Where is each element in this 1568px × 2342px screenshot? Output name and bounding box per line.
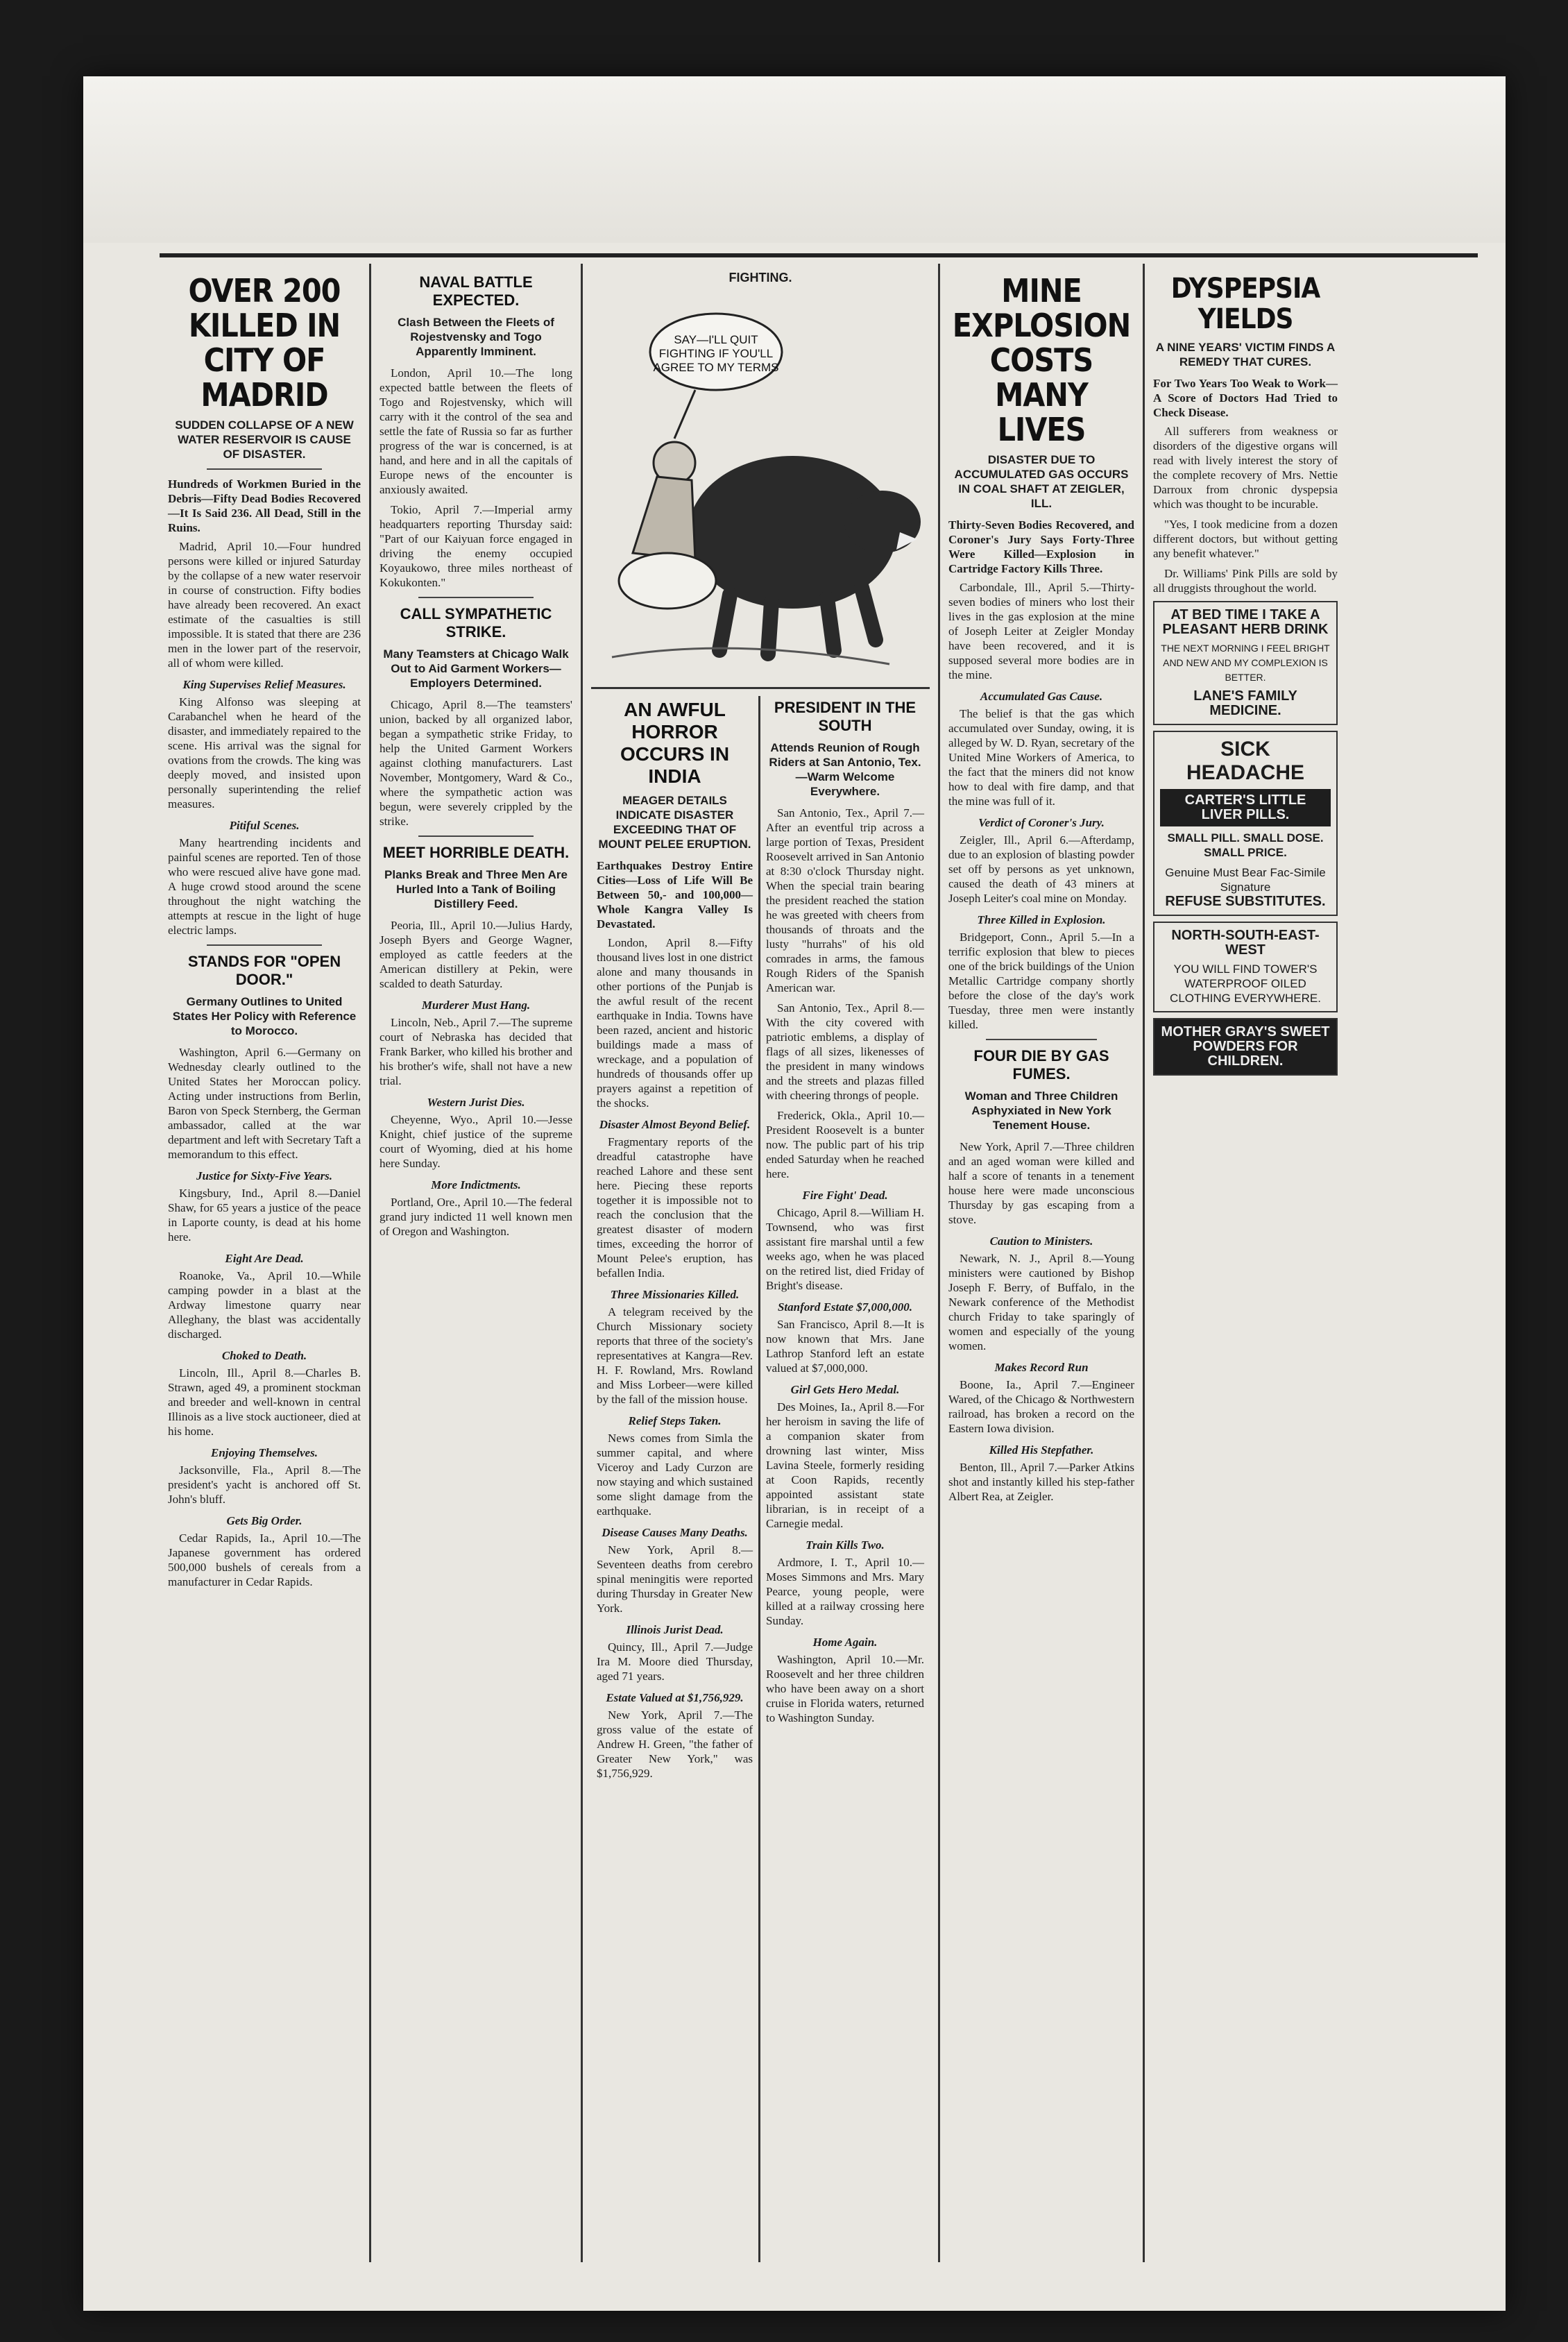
subhead: Western Jurist Dies. xyxy=(427,1096,525,1109)
paragraph: Portland, Ore., April 10.—The federal grand jury indicted 11 well known men of Oregon and Washington. xyxy=(380,1196,572,1238)
headline-dyspepsia: DYSPEPSIA YIELDS xyxy=(1170,273,1320,335)
subcolumn-india xyxy=(591,696,760,2262)
deck: Germany Outlines to United States Her Policy with Reference to Morocco. xyxy=(172,995,357,1037)
ad-text: YOU WILL FIND TOWER'S WATERPROOF OILED CLOTHING EVERYWHERE. xyxy=(1170,962,1321,1005)
deck: A NINE YEARS' VICTIM FINDS A REMEDY THAT CURES. xyxy=(1155,341,1336,368)
ad-carters xyxy=(1153,731,1338,916)
paragraph: Frederick, Okla., April 10.—President Roosevelt is a bunter now. The public part of his trip ended Saturday when he reached here. xyxy=(766,1109,924,1180)
subhead: Girl Gets Hero Medal. xyxy=(790,1383,900,1396)
ad-bedtime xyxy=(1153,601,1338,725)
cartoon-fighting xyxy=(591,271,930,689)
paragraph: Bridgeport, Conn., April 5.—In a terrific explosion that blew to pieces one of the brick buildings of the Union Metallic Cartridge company shortly before the close of the day's work Tuesday, three men were instantly killed. xyxy=(948,931,1134,1031)
subhead: Disaster Almost Beyond Belief. xyxy=(599,1118,751,1131)
header-rule xyxy=(160,253,1478,257)
subhead: Stanford Estate $7,000,000. xyxy=(777,1300,913,1314)
deck: Clash Between the Fleets of Rojestvensky and Togo Apparently Imminent. xyxy=(398,316,554,358)
blank-top-margin xyxy=(83,76,1506,243)
paragraph: The belief is that the gas which accumulated over Sunday, owing, it is alleged by W. D. Ryan, secretary of the United Mine Workers of America, to the fact that the miners did not know how to deal with fire damp, and that the mine was full of it. xyxy=(948,707,1134,808)
headline-madrid: OVER 200 KILLED IN CITY OF MADRID xyxy=(188,272,341,414)
subhead: Home Again. xyxy=(812,1636,878,1649)
deck: Thirty-Seven Bodies Recovered, and Coroner's Jury Says Forty-Three Were Killed—Explosion in Cartridge Factory Kills Three. xyxy=(948,518,1134,575)
divider xyxy=(207,468,323,470)
paragraph: Lincoln, Ill., April 8.—Charles B. Strawn, aged 49, a prominent stockman and breeder and well-known in central Illinois as a live stock auctioneer, died at his home. xyxy=(168,1366,361,1438)
paragraph: New York, April 7.—Three children and an aged woman were killed and half a score of tenants in a tenement house here were made unconscious Thursday by gas escaping from a stove. xyxy=(948,1140,1134,1226)
subhead: Three Missionaries Killed. xyxy=(610,1288,740,1301)
paragraph: London, April 10.—The long expected battle between the fleets of Togo and Rojestvensky, which will carry with it the control of the sea and settle the fate of Russia so far as further progress of the war is concerned, is at hand, and here and in all the capitals of Europe news of the encounter is anxiously awaited. xyxy=(380,366,572,496)
paragraph: Fragmentary reports of the dreadful catastrophe have reached Lahore and these sent here. Piecing these reports together it is impossible not to reach the conclusion that the greatest disaster of modern times, exceeding the horror of Mount Pelee's eruption, has befallen India. xyxy=(597,1135,753,1280)
deck: Earthquakes Destroy Entire Cities—Loss of Life Will Be Between 50,- and 100,000—Whole Kangra Valley Is Devastated. xyxy=(597,859,753,931)
column-3 xyxy=(583,264,940,2262)
headline-strike: CALL SYMPATHETIC STRIKE. xyxy=(400,605,552,640)
column-2 xyxy=(371,264,583,2262)
cartoon-drawing xyxy=(591,289,924,678)
column-5 xyxy=(1145,264,1346,2262)
paragraph: Chicago, April 8.—William H. Townsend, who was first assistant fire marshal until a few weeks ago, when he was placed on the retired list, died Friday of Bright's disease. xyxy=(766,1206,924,1292)
paragraph: Cheyenne, Wyo., April 10.—Jesse Knight, chief justice of the supreme court of Wyoming, died at his home here Sunday. xyxy=(380,1113,572,1170)
ad-slogan: SMALL PILL. SMALL DOSE. SMALL PRICE. xyxy=(1167,831,1324,859)
headline-horrible-death: MEET HORRIBLE DEATH. xyxy=(382,844,570,861)
paragraph: Dr. Williams' Pink Pills are sold by all druggists throughout the world. xyxy=(1153,567,1338,595)
headline-president: PRESIDENT IN THE SOUTH xyxy=(774,699,917,734)
paragraph: New York, April 8.—Seventeen deaths from cerebro spinal meningitis were reported during Thursday in Greater New York. xyxy=(597,1543,753,1615)
headline-naval: NAVAL BATTLE EXPECTED. xyxy=(419,273,533,309)
paragraph: Des Moines, Ia., April 8.—For her heroism in saving the life of a companion skater from drowning last winter, Miss Lavina Steele, formerly residing at Coon Rapids, recently appointed assistant state librarian, is in receipt of a Carnegie medal. xyxy=(766,1400,924,1530)
paragraph: Kingsbury, Ind., April 8.—Daniel Shaw, for 65 years a justice of the peace in Laporte county, is dead at his home here. xyxy=(168,1187,361,1244)
ad-brand: LANE'S FAMILY MEDICINE. xyxy=(1193,688,1297,718)
svg-text:FIGHTING IF YOU'LL: FIGHTING IF YOU'LL xyxy=(658,347,774,360)
paragraph: London, April 8.—Fifty thousand lives lost in one district alone and many thousands in other portions of the Punjab is the awful result of the recent earthquake in India. Towns have been razed, ancient and historic buildings made a mass of wreckage, and a population of hundreds of thousands offer up prayers against a repetition of the shocks. xyxy=(597,936,753,1110)
divider xyxy=(207,944,323,946)
paragraph: San Antonio, Tex., April 8.—With the city covered with patriotic emblems, a display of flags of all sizes, likenesses of the president in many windows and the streets and plazas filled with cheering throngs of people. xyxy=(766,1001,924,1102)
ad-headline: NORTH-SOUTH-EAST-WEST xyxy=(1171,928,1320,958)
column-3-subcolumns xyxy=(591,696,930,2262)
deck: DISASTER DUE TO ACCUMULATED GAS OCCURS IN COAL SHAFT AT ZEIGLER, ILL. xyxy=(954,453,1129,510)
paragraph: Benton, Ill., April 7.—Parker Atkins shot and instantly killed his step-father Albert Rea, at Zeigler. xyxy=(948,1461,1134,1503)
paragraph: Tokio, April 7.—Imperial army headquarters reporting Thursday said: "Part of our Kaiyuan force engaged in driving the enemy occupied Koyaukowo, three miles northeast of Kokukonten." xyxy=(380,503,572,589)
paragraph: Carbondale, Ill., April 5.—Thirty-seven bodies of miners who lost their lives in the gas explosion at the mine of Joseph Leiter at Zeigler Monday have been recovered, and it is supposed several more bodies are in the mine. xyxy=(948,581,1134,681)
ad-text: Genuine Must Bear Fac-Simile Signature xyxy=(1165,866,1326,894)
divider xyxy=(418,597,534,598)
subhead: Gets Big Order. xyxy=(226,1514,302,1527)
subhead: Accumulated Gas Cause. xyxy=(980,690,1103,703)
paragraph: Zeigler, Ill., April 6.—Afterdamp, due to an explosion of blasting powder set off by persons as yet unknown, caused the death of 43 miners at Joseph Leiter's coal mine on Monday. xyxy=(948,833,1134,905)
paragraph: Washington, April 10.—Mr. Roosevelt and her three children who have been away on a short cruise in Florida waters, returned to Washington Sunday. xyxy=(766,1653,924,1724)
ad-text: REFUSE SUBSTITUTES. xyxy=(1165,894,1326,909)
cartoon-title: FIGHTING. xyxy=(728,271,792,285)
subhead: Pitiful Scenes. xyxy=(229,819,300,832)
subhead: Choked to Death. xyxy=(221,1349,307,1362)
headline-mine: MINE EXPLOSION COSTS MANY LIVES xyxy=(952,272,1131,448)
paragraph: All sufferers from weakness or disorders of the digestive organs will read with lively interest the story of the complete recovery of Mrs. Nettie Darroux from chronic dyspepsia which was thought to be incurable. xyxy=(1153,425,1338,511)
deck: SUDDEN COLLAPSE OF A NEW WATER RESERVOIR IS CAUSE OF DISASTER. xyxy=(175,418,354,461)
divider xyxy=(986,1039,1098,1040)
deck: Planks Break and Three Men Are Hurled Into a Tank of Boiling Distillery Feed. xyxy=(384,868,568,910)
subhead: King Supervises Relief Measures. xyxy=(182,678,346,691)
ad-brand: CARTER'S LITTLE LIVER PILLS. xyxy=(1160,789,1331,826)
headline-open-door: STANDS FOR "OPEN DOOR." xyxy=(187,953,341,988)
subhead: Killed His Stepfather. xyxy=(989,1443,1094,1457)
ad-headline: MOTHER GRAY'S SWEET POWDERS FOR CHILDREN. xyxy=(1161,1024,1330,1069)
column-4 xyxy=(940,264,1145,2262)
headline-india: AN AWFUL HORROR OCCURS IN INDIA xyxy=(620,699,730,787)
svg-text:AGREE TO MY TERMS: AGREE TO MY TERMS xyxy=(653,361,779,374)
subhead: Verdict of Coroner's Jury. xyxy=(978,816,1105,829)
paragraph: Roanoke, Va., April 10.—While camping powder in a blast at the Ardway limestone quarry near Alleghany, the blast was accidentally discharged. xyxy=(168,1269,361,1341)
paragraph: Lincoln, Neb., April 7.—The supreme court of Nebraska has decided that Frank Barker, who killed his brother and his brother's wife, shall not have a new trial. xyxy=(380,1016,572,1087)
deck: Many Teamsters at Chicago Walk Out to Aid Garment Workers—Employers Determined. xyxy=(383,647,569,690)
paragraph: Chicago, April 8.—The teamsters' union, backed by all organized labor, began a sympathetic strike Friday, to help the United Garment Workers against clothing manufacturers. Last November, Montgomery, Ward & Co., where the sympathetic action was begun, were severely crippled by the strike. xyxy=(380,698,572,828)
paragraph: Madrid, April 10.—Four hundred persons were killed or injured Saturday by the collapse of a new water reservoir in course of construction. Fifty bodies have already been recovered. An exact estimate of the casualties is still impossible. It is stated that there are 236 men in the lower part of the reservoir, all of whom were killed. xyxy=(168,540,361,670)
paragraph: Quincy, Ill., April 7.—Judge Ira M. Moore died Thursday, aged 71 years. xyxy=(597,1640,753,1683)
ad-tower xyxy=(1153,922,1338,1012)
subcolumn-president xyxy=(760,696,930,2262)
paragraph: Jacksonville, Fla., April 8.—The president's yacht is anchored off St. John's bluff. xyxy=(168,1463,361,1506)
paragraph: Newark, N. J., April 8.—Young ministers were cautioned by Bishop Joseph F. Berry, of Buffalo, in the Newark conference of the Methodist church Friday to take sparingly of women and especially of the young women. xyxy=(948,1252,1134,1352)
paragraph: San Antonio, Tex., April 7.—After an eventful trip across a large portion of Texas, President Roosevelt arrived in San Antonio at 8:30 o'clock Thursday night. When the special train bearing the president reached the station he was greeted with cheers from thousands of throats and the lusty "hurrahs" of his old comrades in arms, the famous Rough Riders of the Spanish American war. xyxy=(766,806,924,994)
ad-headline: AT BED TIME I TAKE A PLEASANT HERB DRINK xyxy=(1162,607,1329,637)
headline-gas-fumes: FOUR DIE BY GAS FUMES. xyxy=(973,1047,1109,1083)
ad-headline: SICK HEADACHE xyxy=(1186,738,1304,784)
subhead: Makes Record Run xyxy=(994,1361,1089,1374)
svg-text:SAY—I'LL QUIT: SAY—I'LL QUIT xyxy=(674,333,758,346)
subhead: Disease Causes Many Deaths. xyxy=(602,1526,748,1539)
deck: Woman and Three Children Asphyxiated in New York Tenement House. xyxy=(964,1089,1118,1132)
paragraph: San Francisco, April 8.—It is now known that Mrs. Jane Lathrop Stanford left an estate valued at $7,000,000. xyxy=(766,1318,924,1375)
subhead: Enjoying Themselves. xyxy=(211,1446,318,1459)
paragraph: Boone, Ia., April 7.—Engineer Wared, of the Chicago & Northwestern railroad, has broken a record on the Eastern Iowa division. xyxy=(948,1378,1134,1435)
subhead: Fire Fight' Dead. xyxy=(802,1189,888,1202)
paragraph: News comes from Simla the summer capital, and where Viceroy and Lady Curzon are now staying and which sustained some slight damage from the earthquake. xyxy=(597,1432,753,1518)
subhead: More Indictments. xyxy=(431,1178,521,1191)
paragraph: King Alfonso was sleeping at Carabanchel when he heard of the disaster, and immediately repaired to the scene. His arrival was the signal for ovations from the crowds. The king was deeply moved, and insisted upon personally superintending the relief measures. xyxy=(168,695,361,811)
column-1 xyxy=(160,264,371,2262)
paragraph: Peoria, Ill., April 10.—Julius Hardy, Joseph Byers and George Wagner, employed as cattle feeders at the American distillery at Pekin, were scalded to death Saturday. xyxy=(380,919,572,990)
subhead: Three Killed in Explosion. xyxy=(977,913,1106,926)
subhead: Murderer Must Hang. xyxy=(421,999,531,1012)
ad-mother-gray xyxy=(1153,1018,1338,1076)
subhead: Illinois Jurist Dead. xyxy=(626,1623,724,1636)
subhead: Estate Valued at $1,756,929. xyxy=(606,1691,744,1704)
deck: MEAGER DETAILS INDICATE DISASTER EXCEEDING THAT OF MOUNT PELEE ERUPTION. xyxy=(598,794,751,851)
paragraph: "Yes, I took medicine from a dozen different doctors, but without getting any benefit whatever." xyxy=(1153,518,1338,560)
deck: For Two Years Too Weak to Work—A Score of Doctors Had Tried to Check Disease. xyxy=(1153,377,1338,419)
ad-text: THE NEXT MORNING I FEEL BRIGHT AND NEW AND MY COMPLEXION IS BETTER. xyxy=(1161,643,1330,683)
divider xyxy=(418,835,534,837)
paragraph: Washington, April 6.—Germany on Wednesday clearly outlined to the United States her Moroccan policy. Acting under instructions from Berlin, Baron von Speck Sternberg, the German ambassador, called at the war department and left with Secretary Taft a memorandum to this effect. xyxy=(168,1046,361,1161)
paragraph: Cedar Rapids, Ia., April 10.—The Japanese government has ordered 500,000 bushels of cereals from a manufacturer in Cedar Rapids. xyxy=(168,1531,361,1588)
paragraph: Many heartrending incidents and painful scenes are reported. Ten of those who were rescued alive have gone mad. A huge crowd stood around the scene throughout the night watching the attempts at rescue in the light of huge electric lamps. xyxy=(168,836,361,937)
paragraph: A telegram received by the Church Missionary society reports that three of the society's representatives at Kangra—Rev. H. F. Rowland, Mrs. Rowland and Miss Lorbeer—were killed by the fall of the mission house. xyxy=(597,1305,753,1406)
deck: Attends Reunion of Rough Riders at San Antonio, Tex.—Warm Welcome Everywhere. xyxy=(769,741,921,798)
columns xyxy=(160,264,1478,2262)
deck: Hundreds of Workmen Buried in the Debris—Fifty Dead Bodies Recovered—It Is Said 236. All Dead, Still in the Ruins. xyxy=(168,477,361,534)
paragraph: Ardmore, I. T., April 10.—Moses Simmons and Mrs. Mary Pearce, young people, were killed at a railway crossing here Sunday. xyxy=(766,1556,924,1627)
subhead: Eight Are Dead. xyxy=(225,1252,304,1265)
subhead: Justice for Sixty-Five Years. xyxy=(196,1169,333,1182)
subhead: Train Kills Two. xyxy=(806,1538,885,1552)
subhead: Relief Steps Taken. xyxy=(628,1414,722,1427)
newspaper-page xyxy=(83,76,1506,2311)
subhead: Caution to Ministers. xyxy=(989,1234,1093,1248)
paragraph: New York, April 7.—The gross value of the estate of Andrew H. Green, "the father of Greater New York," was $1,756,929. xyxy=(597,1708,753,1780)
